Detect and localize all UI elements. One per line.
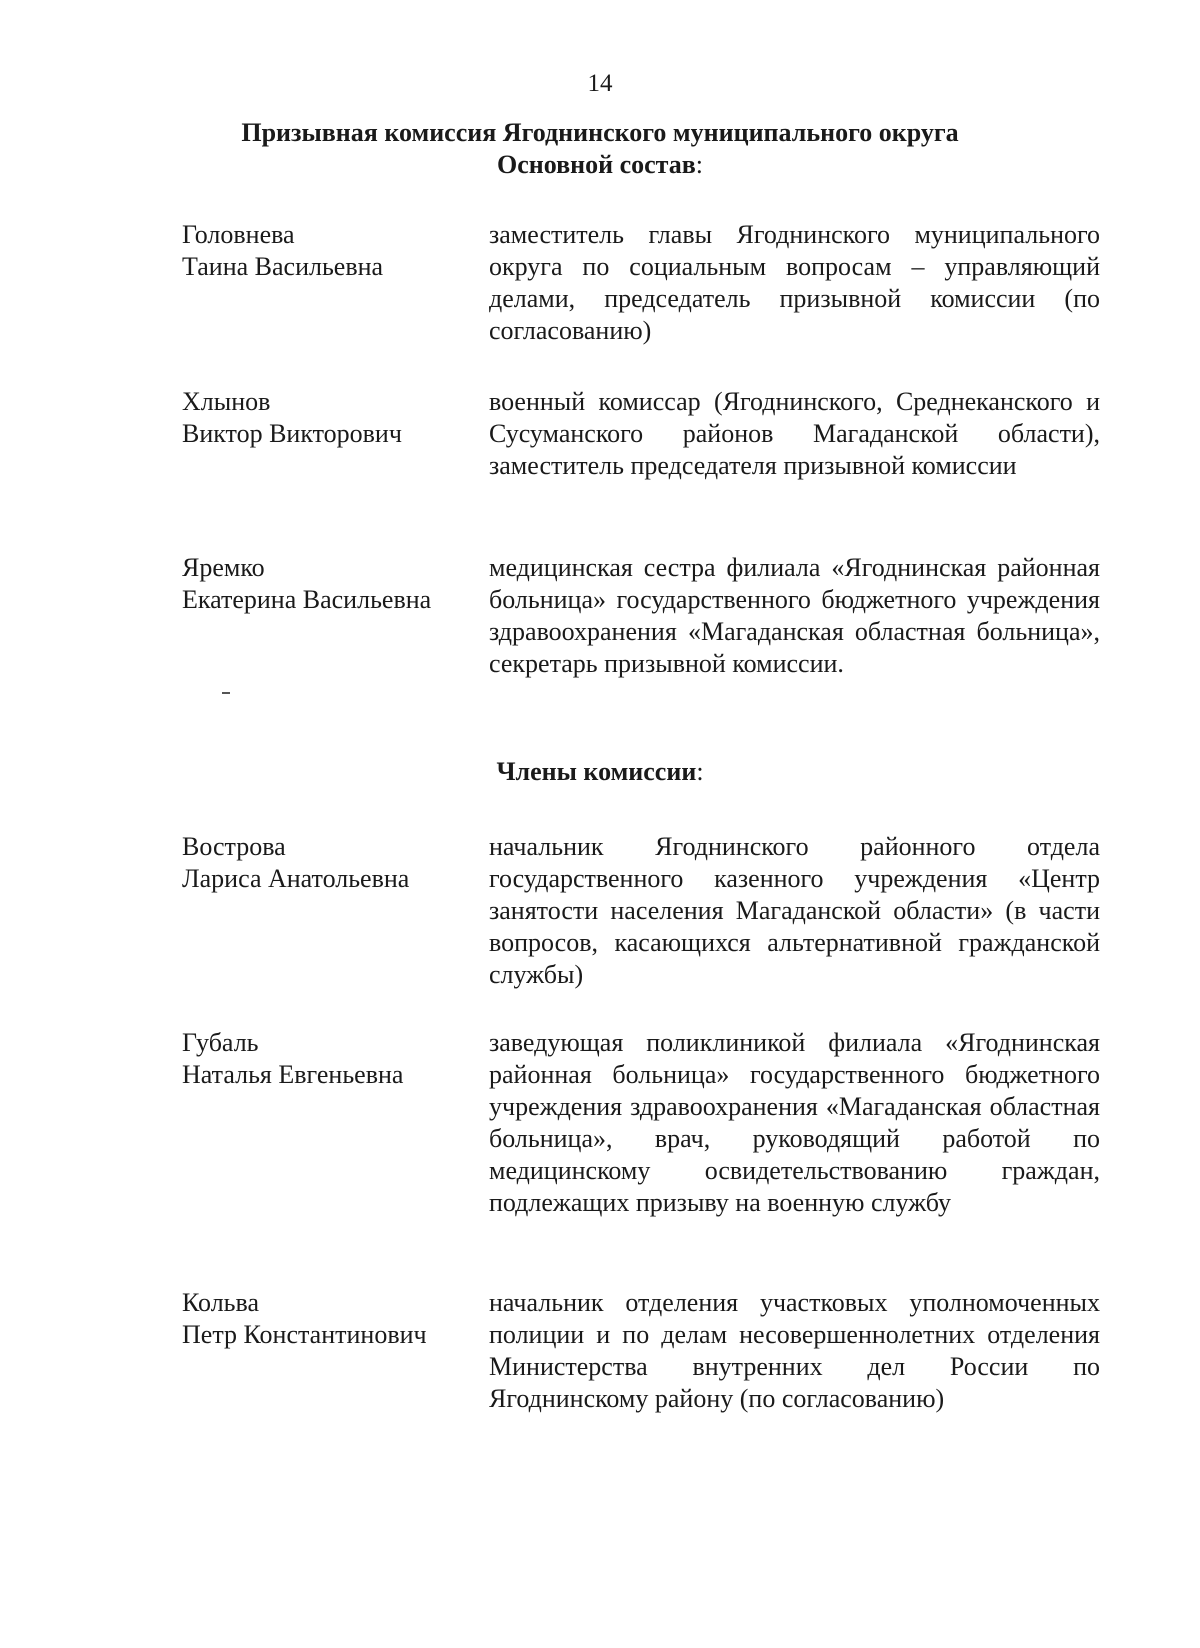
member-role: начальник отделения участковых уполномоченных полиции и по делам несовершеннолетних отделения Министерства внутренних дел России по Ягоднинскому району (по согласованию) bbox=[489, 1288, 1100, 1413]
member-given-name: Лариса Анатольевна bbox=[182, 864, 410, 893]
member-given-name: Петр Константинович bbox=[182, 1320, 427, 1349]
member-role: начальник Ягоднинского районного отдела государственного казенного учреждения «Центр занятости населения Магаданской области» (в части вопросов, касающихся альтернативной гражданской службы) bbox=[489, 832, 1100, 989]
member-name bbox=[182, 831, 482, 895]
member-name bbox=[182, 1027, 482, 1091]
member-role: заведующая поликлиникой филиала «Ягоднинская районная больница» государственного бюджетного учреждения здравоохранения «Магаданская областная больница», врач, руководящий работой по медицинскому освидетельствованию граждан, подлежащих призыву на военную службу bbox=[489, 1028, 1100, 1217]
section-heading-main-composition bbox=[0, 149, 1200, 181]
member-name bbox=[182, 386, 482, 450]
member-name bbox=[182, 1287, 482, 1351]
member-surname: Вострова bbox=[182, 832, 286, 861]
member-role: медицинская сестра филиала «Ягоднинская районная больница» государственного бюджетного учреждения здравоохранения «Магаданская областная больница», секретарь призывной комиссии. bbox=[489, 553, 1100, 678]
member-given-name: Наталья Евгеньевна bbox=[182, 1060, 404, 1089]
members-heading-text: Члены комиссии bbox=[496, 757, 697, 786]
page-number: 14 bbox=[587, 70, 613, 97]
document-title bbox=[0, 117, 1200, 149]
member-name bbox=[182, 552, 482, 616]
section-heading-members bbox=[0, 756, 1200, 788]
member-surname: Яремко bbox=[182, 553, 265, 582]
member-role: заместитель главы Ягоднинского муниципального округа по социальным вопросам – управляющий делами, председатель призывной комиссии (по согласованию) bbox=[489, 220, 1100, 345]
subtitle-text: Основной состав bbox=[496, 150, 696, 179]
member-given-name: Екатерина Васильевна bbox=[182, 585, 432, 614]
colon: : bbox=[696, 757, 704, 786]
stray-mark bbox=[222, 692, 230, 694]
member-role: военный комиссар (Ягоднинского, Среднеканского и Сусуманского районов Магаданской области), заместитель председателя призывной комиссии bbox=[489, 387, 1100, 480]
member-surname: Хлынов bbox=[182, 387, 271, 416]
member-name bbox=[182, 219, 482, 283]
member-given-name: Виктор Викторович bbox=[182, 419, 402, 448]
member-surname: Кольва bbox=[182, 1288, 260, 1317]
member-given-name: Таина Васильевна bbox=[182, 252, 384, 281]
title-text: Призывная комиссия Ягоднинского муниципального округа bbox=[241, 118, 959, 147]
colon: : bbox=[695, 150, 704, 179]
member-surname: Губаль bbox=[182, 1028, 259, 1057]
member-surname: Головнева bbox=[182, 220, 295, 249]
